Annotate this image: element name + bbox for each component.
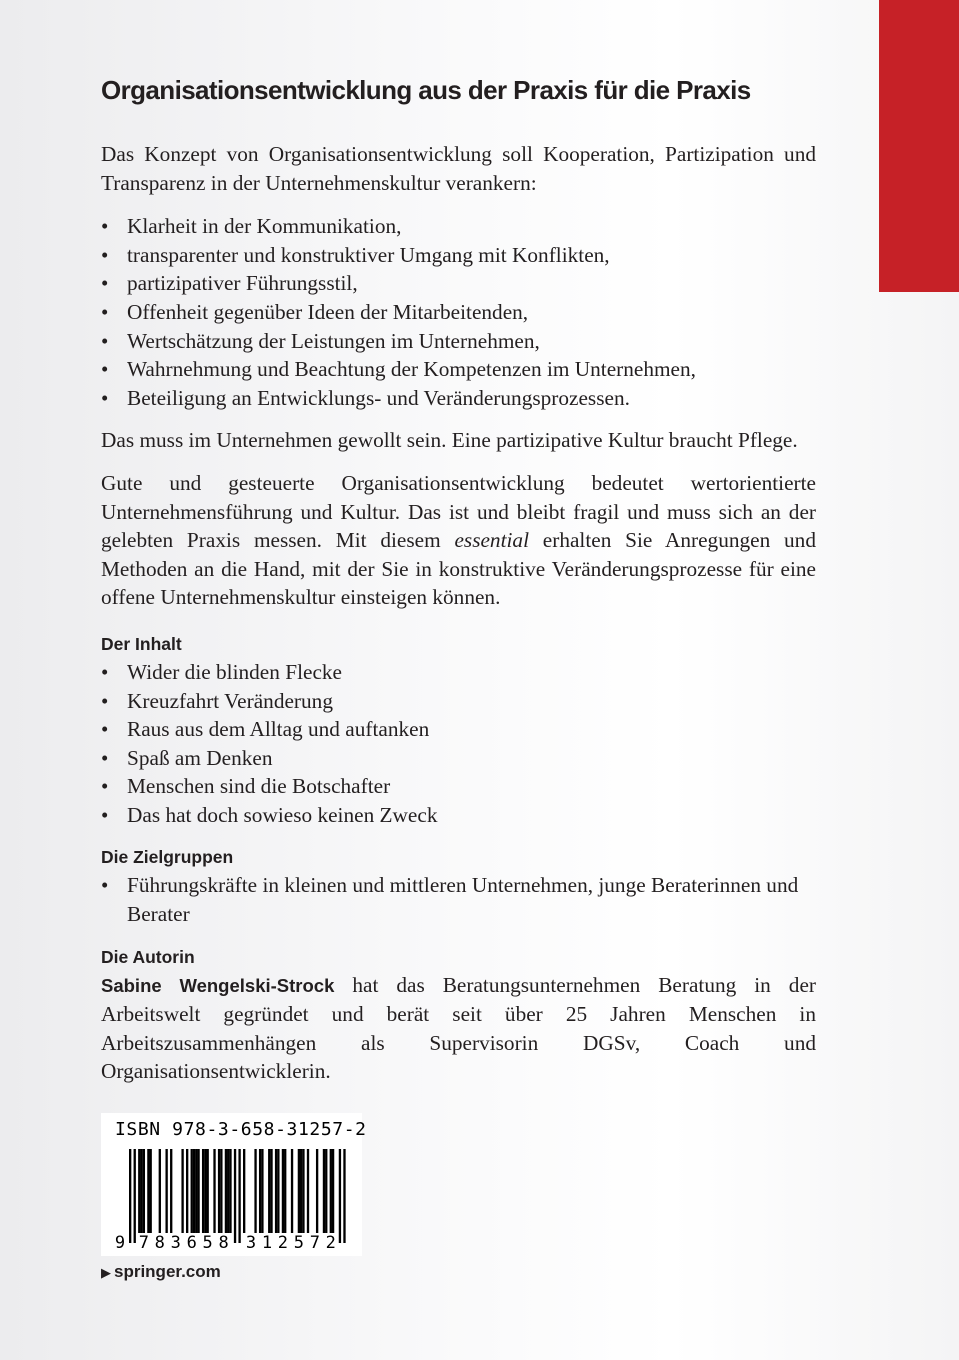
- barcode-bar: [227, 1149, 229, 1233]
- barcode-bar: [282, 1149, 284, 1233]
- barcode-digit: 2: [277, 1233, 289, 1253]
- bullet-dot-icon: •: [101, 357, 109, 382]
- barcode-bar: [298, 1149, 300, 1233]
- barcode-bar: [140, 1149, 142, 1233]
- barcode-bar: [213, 1149, 215, 1233]
- inhalt-list: [101, 658, 816, 830]
- barcode-bar: [259, 1149, 261, 1233]
- triangle-right-icon: ▶: [101, 1265, 111, 1280]
- list-item: • Wider die blinden Flecke: [101, 658, 816, 687]
- bullet-dot-icon: •: [101, 659, 109, 684]
- barcode-bar: [332, 1149, 334, 1233]
- barcode-digit: 3: [245, 1233, 257, 1253]
- inhalt-heading: Der Inhalt: [101, 633, 182, 654]
- barcode-bar: [186, 1149, 188, 1233]
- barcode-bar: [330, 1149, 332, 1233]
- barcode-bar: [150, 1149, 152, 1233]
- barcode-bar: [323, 1149, 325, 1233]
- bullet-dot-icon: •: [101, 873, 109, 898]
- barcode-bar: [291, 1149, 293, 1233]
- bullet-dot-icon: •: [101, 328, 109, 353]
- bullet-dot-icon: •: [101, 271, 109, 296]
- list-item: • Raus aus dem Alltag und auftanken: [101, 715, 816, 744]
- barcode-bar: [316, 1149, 318, 1233]
- list-item: • Wertschätzung der Leistungen im Unternehmen,: [101, 327, 816, 356]
- barcode-digit: 2: [325, 1233, 336, 1253]
- list-item: • Klarheit in der Kommunikation,: [101, 212, 816, 241]
- barcode-bar: [302, 1149, 304, 1233]
- barcode-bar: [325, 1149, 327, 1233]
- barcode-digit: 1: [261, 1233, 273, 1253]
- barcode-bar: [238, 1149, 240, 1243]
- list-item: • Kreuzfahrt Veränderung: [101, 687, 816, 716]
- author-name: Sabine Wengelski-Strock: [101, 974, 335, 996]
- barcode-bar: [243, 1149, 245, 1233]
- barcode-bar: [261, 1149, 263, 1233]
- barcode-bar: [129, 1149, 131, 1243]
- barcode-bar: [195, 1149, 197, 1233]
- bullet-dot-icon: •: [101, 745, 109, 770]
- essential-emphasis: essential: [454, 528, 529, 553]
- barcode-digit: 8: [154, 1233, 165, 1253]
- barcode-digit: 5: [293, 1233, 304, 1253]
- barcode-bar: [197, 1149, 199, 1233]
- barcode-bar: [300, 1149, 302, 1233]
- barcode-digit: 7: [309, 1233, 320, 1253]
- barcode-bar: [202, 1149, 204, 1233]
- barcode-bar: [270, 1149, 272, 1233]
- barcode-bar: [207, 1149, 209, 1233]
- list-item: • partizipativer Führungsstil,: [101, 269, 816, 298]
- barcode-bar: [165, 1149, 167, 1233]
- list-item: • Wahrnehmung und Beachtung der Kompetenzen im Unternehmen,: [101, 355, 816, 384]
- bullet-dot-icon: •: [101, 299, 109, 324]
- bullet-dot-icon: •: [101, 688, 109, 713]
- autorin-heading: Die Autorin: [101, 946, 195, 967]
- barcode-bar: [254, 1149, 256, 1233]
- list-item: • Spaß am Denken: [101, 744, 816, 773]
- zielgruppen-list: [101, 871, 816, 928]
- intro-paragraph: Das Konzept von Organisationsentwicklung soll Kooperation, Partizipation und Transparenz in der Unternehmenskultur verankern:: [101, 142, 816, 195]
- barcode-digit: 5: [202, 1233, 213, 1253]
- barcode-bar: [343, 1149, 345, 1243]
- back-cover-text: [101, 72, 816, 1104]
- list-item: • Offenheit gegenüber Ideen der Mitarbeitenden,: [101, 298, 816, 327]
- barcode-digit: 9: [114, 1233, 126, 1253]
- barcode-digit: 3: [170, 1233, 181, 1253]
- barcode-bar: [275, 1149, 277, 1233]
- autorin-paragraph: Sabine Wengelski-Strock hat das Beratungsunternehmen Beratung in der Arbeitswelt gegründet und berät seit über 25 Jahren Menschen in Arbeitszusammenhängen als Supervisorin DGSv, Coach und Organisationsentwicklerin.: [101, 972, 816, 1084]
- barcode-bar: [191, 1149, 193, 1233]
- barcode-bar: [204, 1149, 206, 1233]
- barcode-bar: [170, 1149, 172, 1233]
- isbn-barcode: [101, 1113, 367, 1256]
- barcode-bar: [147, 1149, 149, 1233]
- list-item: • transparenter und konstruktiver Umgang mit Konflikten,: [101, 241, 816, 270]
- barcode-digit: 6: [186, 1233, 197, 1253]
- bullet-dot-icon: •: [101, 717, 109, 742]
- list-item: • Menschen sind die Botschafter: [101, 772, 816, 801]
- barcode-bar: [229, 1149, 231, 1233]
- springer-link[interactable]: ▶ springer.com: [101, 1262, 221, 1281]
- barcode-bar: [277, 1149, 279, 1233]
- bullet-dot-icon: •: [101, 802, 109, 827]
- barcode-bar: [307, 1149, 309, 1233]
- barcode-bar: [220, 1149, 222, 1233]
- barcode-bar: [159, 1149, 161, 1233]
- bullet-dot-icon: •: [101, 214, 109, 239]
- barcode-bar: [218, 1149, 220, 1233]
- barcode-bar: [268, 1149, 270, 1233]
- red-accent-bar: [879, 0, 959, 292]
- barcode-bar: [339, 1149, 341, 1243]
- barcode-bar: [134, 1149, 136, 1243]
- bullet-dot-icon: •: [101, 774, 109, 799]
- barcode-bar: [138, 1149, 140, 1233]
- essential-paragraph: Gute und gesteuerte Organisationsentwicklung bedeutet wertorientierte Unternehmensführung und Kultur. Das ist und bleibt fragil und muss sich an der gelebten Praxis messen. Mit diesem essential erhalten Sie Anregungen und Methoden an die Hand, mit der Sie in konstruktive Veränderungsprozesse für eine offene Unternehmenskultur einsteigen können.: [101, 470, 816, 610]
- barcode-bar: [225, 1149, 227, 1233]
- list-item: • Führungskräfte in kleinen und mittleren Unternehmen, junge Beraterinnen und Berater: [101, 873, 799, 927]
- barcode-bar: [234, 1149, 236, 1243]
- barcode-bar: [181, 1149, 183, 1233]
- pflege-paragraph: Das muss im Unternehmen gewollt sein. Eine partizipative Kultur braucht Pflege.: [101, 428, 798, 453]
- list-item: • Beteiligung an Entwicklungs- und Veränderungsprozessen.: [101, 384, 816, 413]
- main-bullet-list: [101, 212, 816, 412]
- barcode-bar: [143, 1149, 145, 1233]
- barcode-digit: 8: [218, 1233, 229, 1253]
- barcode-bar: [193, 1149, 195, 1233]
- barcode-bar: [284, 1149, 286, 1233]
- bullet-dot-icon: •: [101, 242, 109, 267]
- page-title: Organisationsentwicklung aus der Praxis für die Praxis: [101, 75, 751, 105]
- zielgruppen-heading: Die Zielgruppen: [101, 847, 234, 868]
- barcode-digit: 7: [138, 1233, 149, 1253]
- bullet-dot-icon: •: [101, 385, 109, 410]
- isbn-label: ISBN 978-3-658-31257-2: [115, 1119, 367, 1140]
- list-item: • Das hat doch sowieso keinen Zweck: [101, 801, 816, 830]
